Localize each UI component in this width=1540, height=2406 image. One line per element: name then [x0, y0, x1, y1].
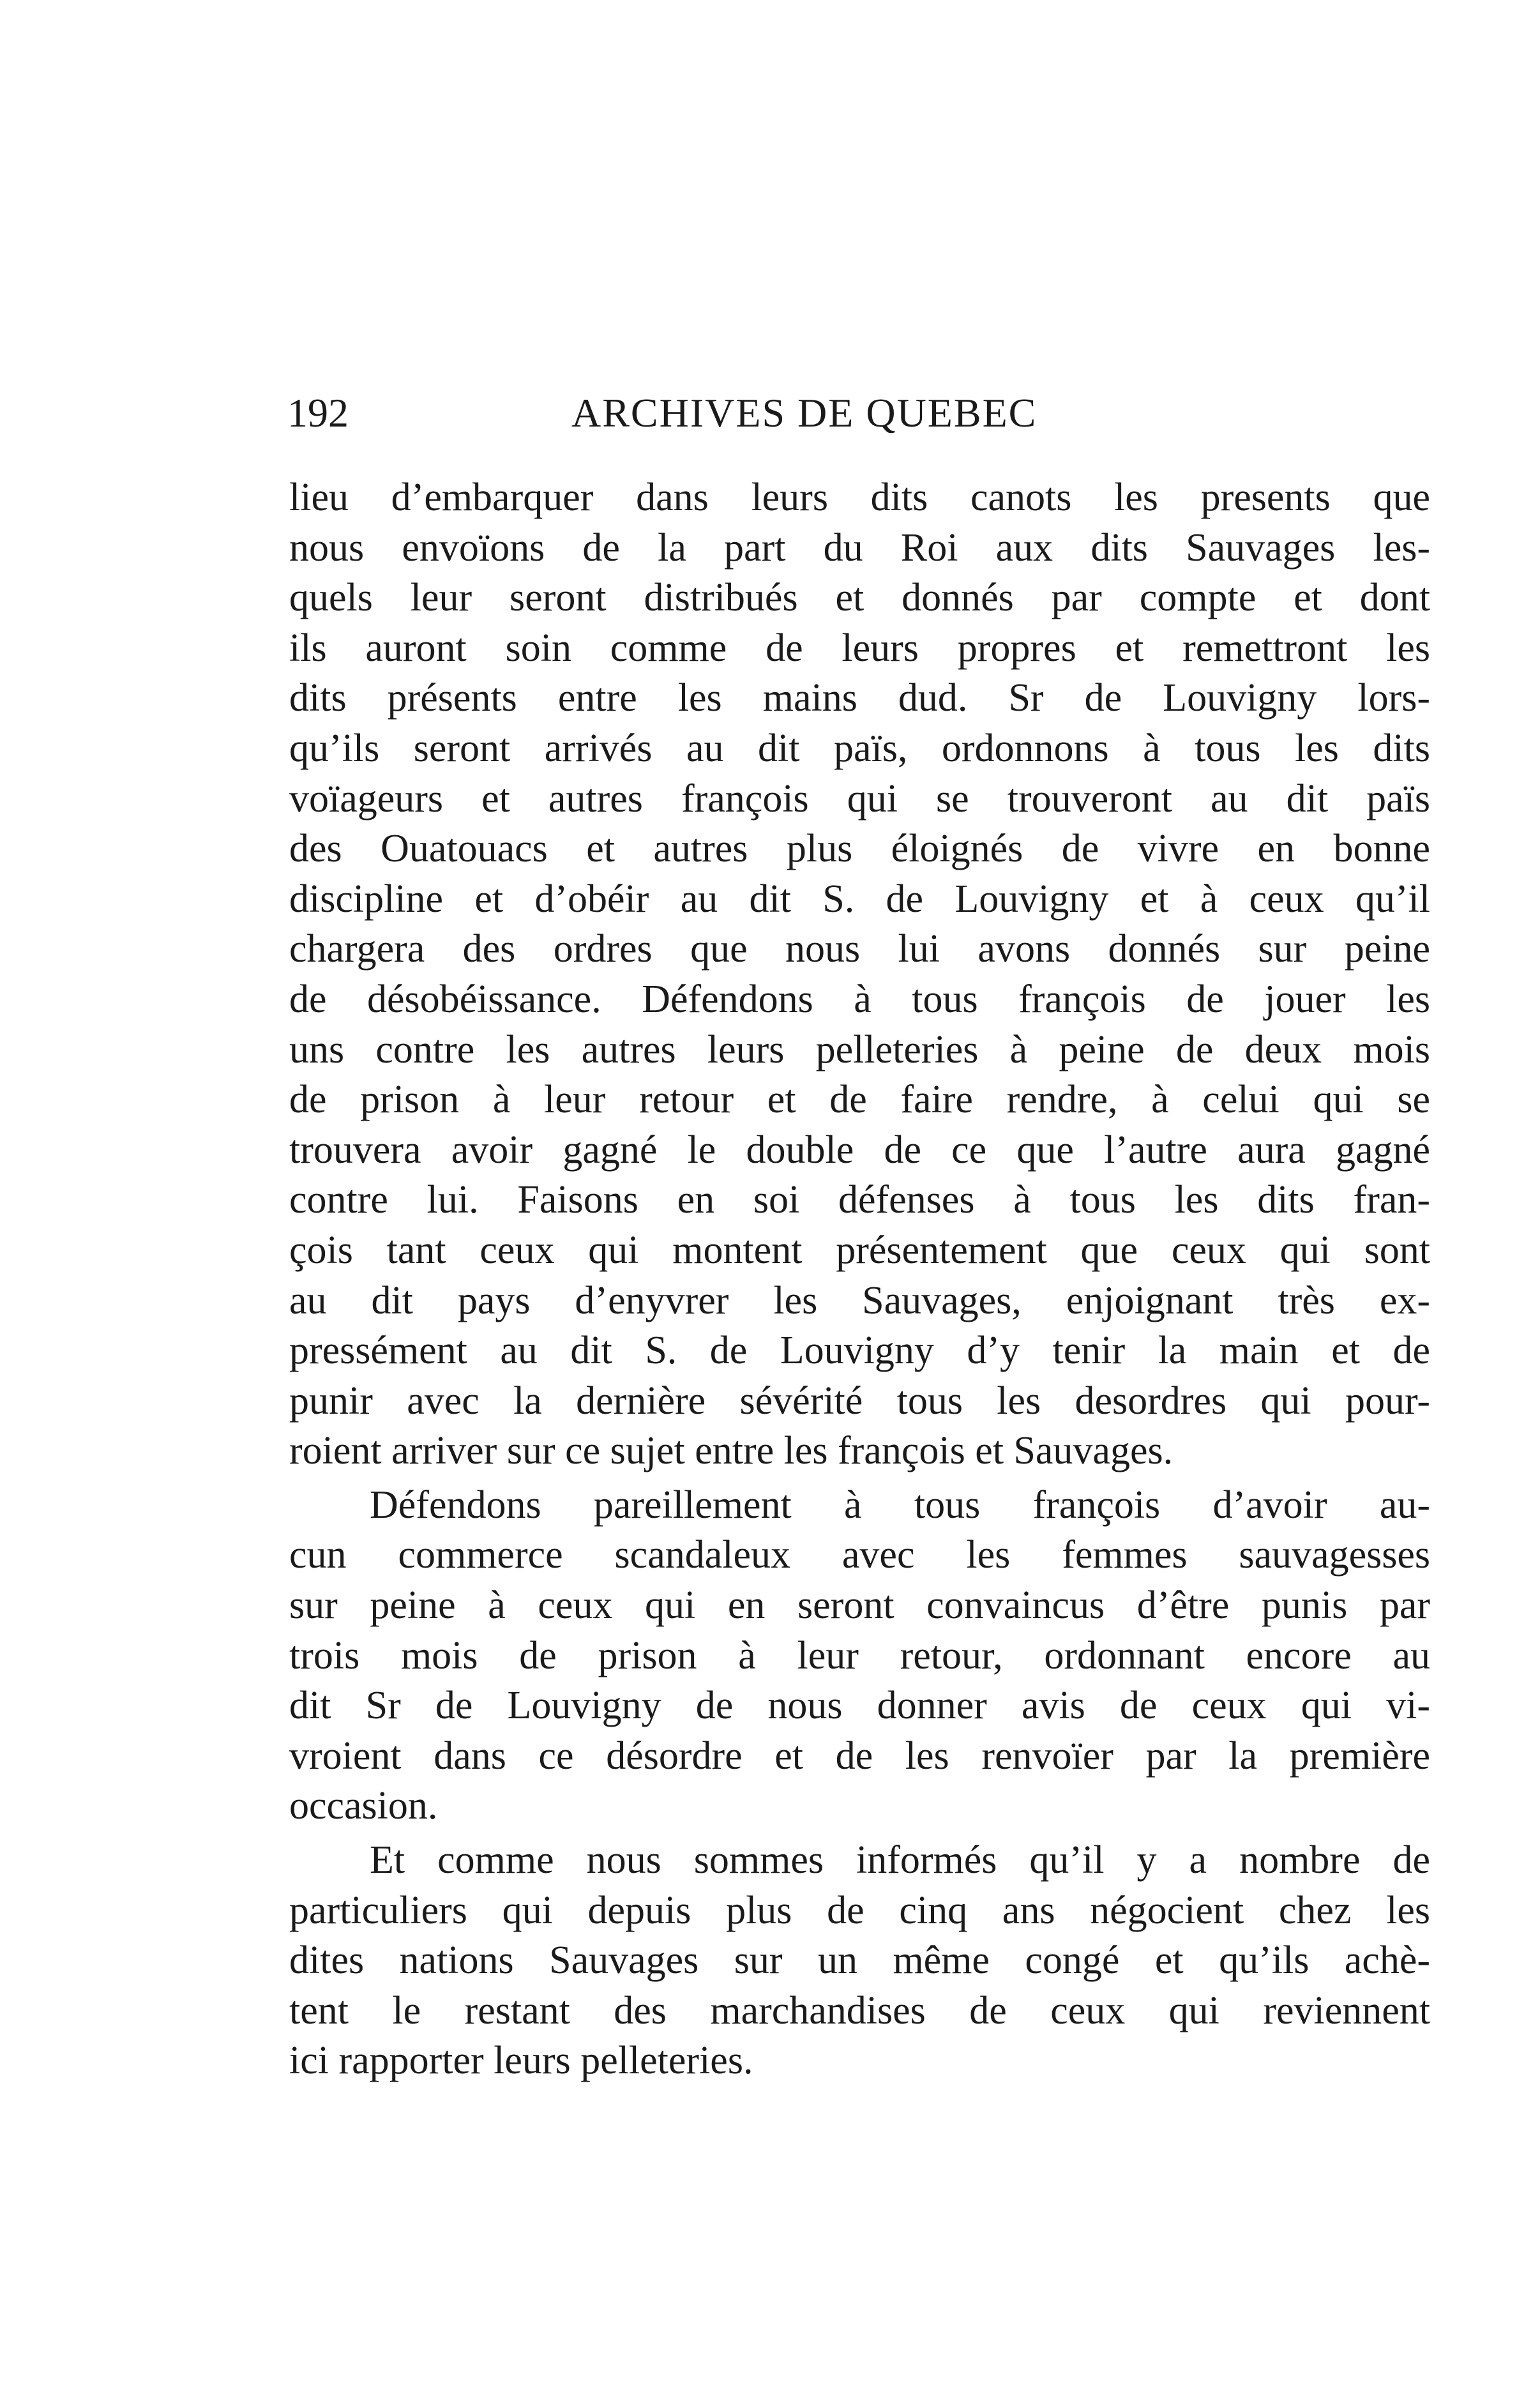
text-line: quels leur seront distribués et donnés par compte et dont	[289, 576, 1430, 620]
text-line: uns contre les autres leurs pelleteries à peine de deux mois	[289, 1027, 1430, 1071]
text-line: ici rapporter leurs pelleteries.	[289, 2039, 753, 2083]
text-line: tent le restant des marchandises de ceux qui reviennent	[289, 1988, 1430, 2032]
text-line: dits présents entre les mains dud. Sr de Louvigny lors-	[289, 676, 1430, 720]
text-line: contre lui. Faisons en soi défenses à tous les dits fran-	[289, 1178, 1430, 1222]
text-line: discipline et d’obéir au dit S. de Louvigny et à ceux qu’il	[289, 877, 1430, 921]
text-line: voïageurs et autres françois qui se trouveront au dit païs	[289, 776, 1430, 821]
text-line: punir avec la dernière sévérité tous les desordres qui pour-	[289, 1379, 1430, 1423]
text-line: des Ouatouacs et autres plus éloignés de vivre en bonne	[289, 827, 1430, 871]
page-number: 192	[287, 390, 349, 435]
paragraph-3	[289, 1835, 1430, 2086]
text-line: trouvera avoir gagné le double de ce que l’autre aura gagné	[289, 1128, 1430, 1172]
text-line: lieu d’embarquer dans leurs dits canots les presents que	[289, 476, 1430, 519]
text-line: nous envoïons de la part du Roi aux dits Sauvages les-	[289, 526, 1430, 570]
text-line: Défendons pareillement à tous françois d’avoir au-	[370, 1483, 1430, 1527]
text-line: pressément au dit S. de Louvigny d’y tenir la main et de	[289, 1329, 1430, 1373]
text-line: trois mois de prison à leur retour, ordonnant encore au	[289, 1633, 1430, 1677]
text-line: roient arriver sur ce sujet entre les françois et Sauvages.	[289, 1429, 1174, 1473]
text-line: sur peine à ceux qui en seront convaincus d’être punis par	[289, 1584, 1430, 1628]
running-title: ARCHIVES DE QUEBEC	[571, 390, 1038, 435]
text-line: vroient dans ce désordre et de les renvoïer par la première	[289, 1734, 1430, 1778]
text-line: particuliers qui depuis plus de cinq ans négocient chez les	[289, 1888, 1430, 1932]
text-line: qu’ils seront arrivés au dit païs, ordonnons à tous les dits	[289, 726, 1430, 770]
paragraph-1	[289, 473, 1430, 1476]
text-line: chargera des ordres que nous lui avons donnés sur peine	[289, 927, 1430, 971]
running-head	[287, 378, 1430, 448]
text-line: dit Sr de Louvigny de nous donner avis de ceux qui vi-	[289, 1684, 1430, 1728]
text-line: de désobéissance. Défendons à tous françois de jouer les	[289, 977, 1430, 1021]
text-line: dites nations Sauvages sur un même congé et qu’ils achè-	[289, 1939, 1430, 1983]
text-line: au dit pays d’enyvrer les Sauvages, enjoignant très ex-	[289, 1278, 1430, 1322]
text-line: cun commerce scandaleux avec les femmes sauvagesses	[289, 1533, 1430, 1577]
text-line: çois tant ceux qui montent présentement que ceux qui sont	[289, 1228, 1430, 1272]
text-line: de prison à leur retour et de faire rendre, à celui qui se	[289, 1078, 1430, 1122]
text-line: ils auront soin comme de leurs propres et remettront les	[289, 626, 1430, 670]
text-line: Et comme nous sommes informés qu’il y a nombre de	[370, 1838, 1430, 1882]
paragraph-2	[289, 1480, 1430, 1831]
text-line: occasion.	[289, 1784, 438, 1828]
body-text	[289, 473, 1430, 2090]
